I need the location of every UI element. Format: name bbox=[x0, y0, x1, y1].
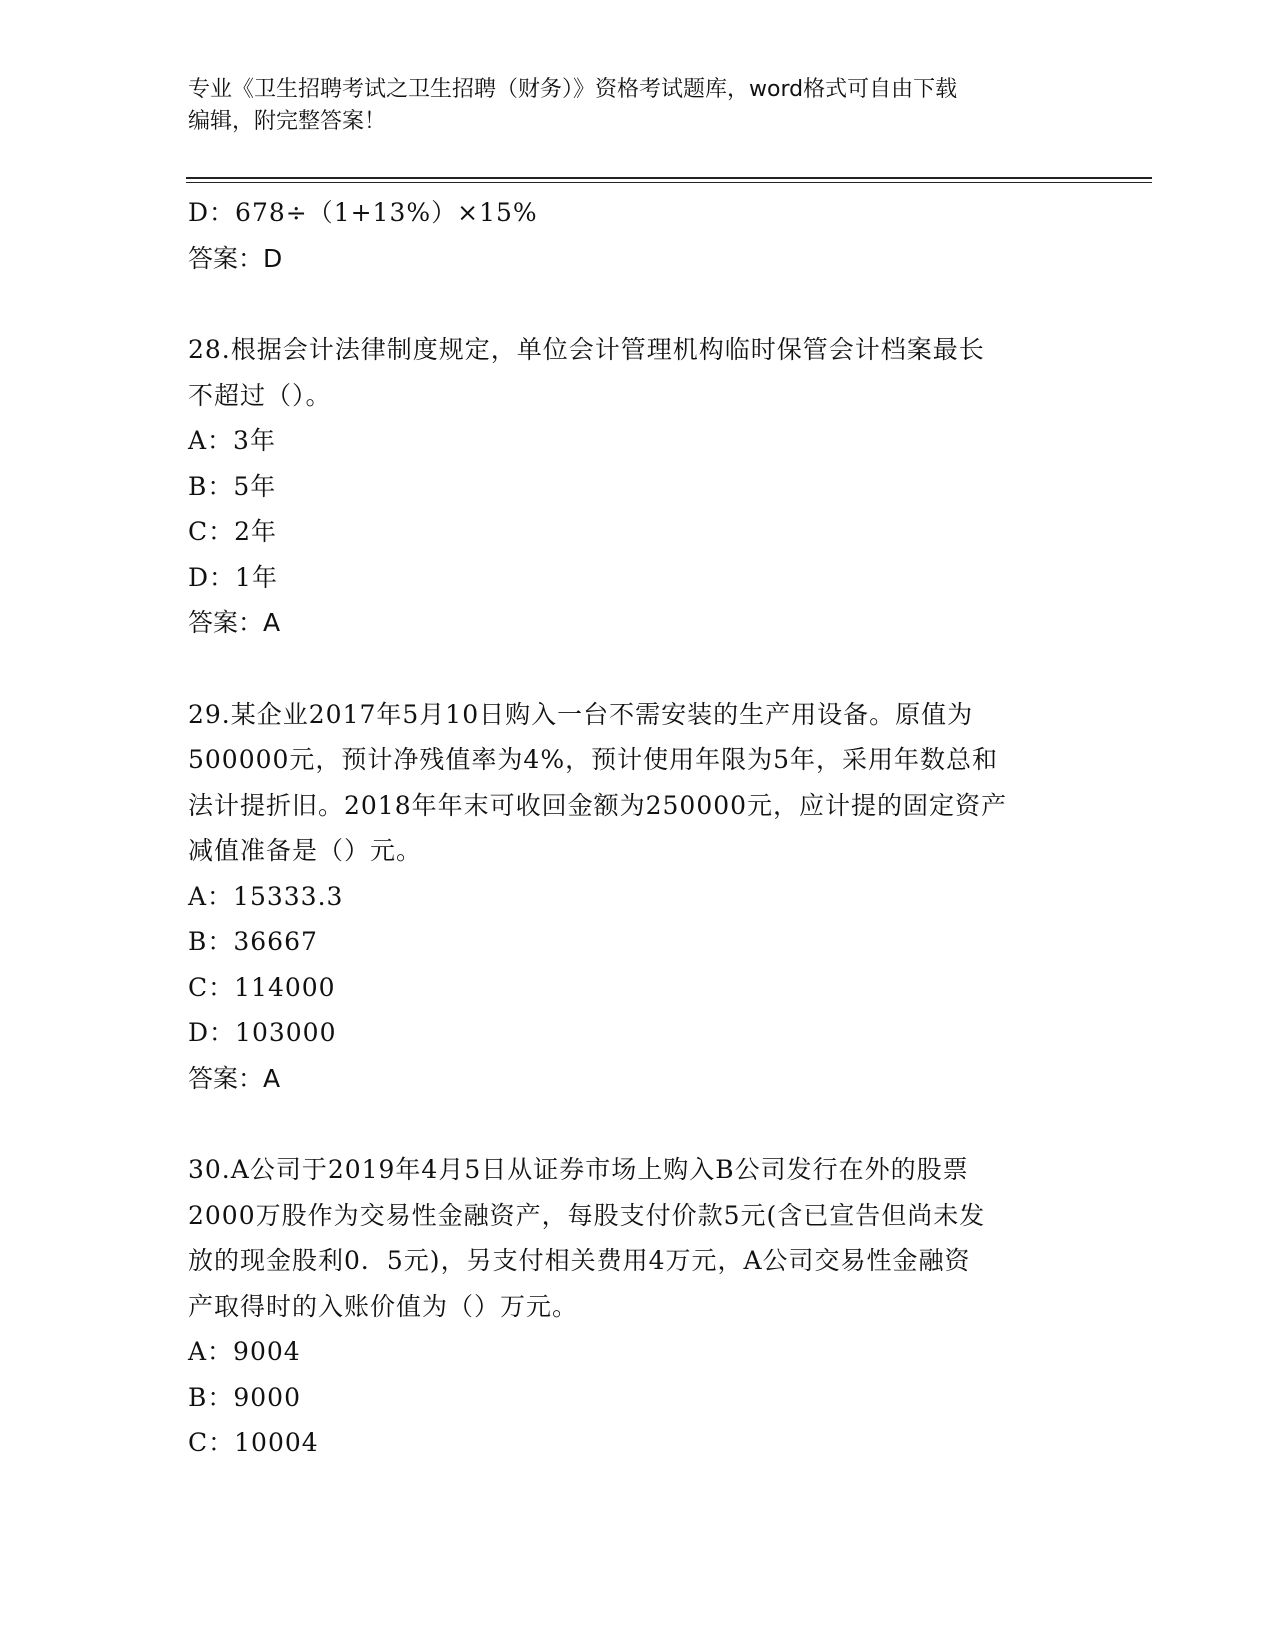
option-a: A：3年 bbox=[188, 426, 276, 455]
option-a: A：9004 bbox=[188, 1337, 301, 1366]
question-stem: 不超过（）。 bbox=[188, 380, 332, 410]
question-stem: 2000万股作为交易性金融资产，每股支付价款5元(含已宣告但尚未发 bbox=[188, 1200, 986, 1230]
question-stem: 30.A公司于2019年4月5日从证券市场上购入B公司发行在外的股票 bbox=[188, 1155, 969, 1184]
question-stem: 放的现金股利0．5元)，另支付相关费用4万元，A公司交易性金融资 bbox=[188, 1246, 971, 1275]
question-29 bbox=[188, 692, 1088, 1102]
option-d: D：678÷（1+13%）×15% bbox=[188, 198, 538, 227]
question-list bbox=[188, 190, 1088, 1466]
answer: 答案：D bbox=[188, 243, 283, 273]
question-stem: 500000元，预计净残值率为4%，预计使用年限为5年，采用年数总和 bbox=[188, 745, 999, 774]
header-line-1: 专业《卫生招聘考试之卫生招聘（财务）》资格考试题库，word格式可自由下载 bbox=[188, 77, 958, 102]
answer: 答案：A bbox=[188, 608, 281, 637]
question-stem: 减值准备是（）元。 bbox=[188, 836, 423, 865]
question-30 bbox=[188, 1147, 1088, 1466]
header-divider-thin bbox=[186, 182, 1152, 183]
spacer bbox=[188, 646, 1088, 692]
question-stem: 29.某企业2017年5月10日购入一台不需安装的生产用设备。原值为 bbox=[188, 699, 974, 729]
question-stem: 法计提折旧。2018年年末可收回金额为250000元，应计提的固定资产 bbox=[188, 790, 1008, 820]
document-header bbox=[188, 74, 1088, 138]
option-c: C：2年 bbox=[188, 517, 278, 546]
option-b: B：36667 bbox=[188, 927, 318, 956]
option-a: A：15333.3 bbox=[188, 881, 344, 911]
option-d: D：1年 bbox=[188, 562, 278, 592]
answer: 答案：A bbox=[188, 1063, 281, 1093]
header-line-2: 编辑，附完整答案！ bbox=[188, 109, 387, 134]
option-d: D：103000 bbox=[188, 1018, 337, 1047]
option-c: C：10004 bbox=[188, 1428, 319, 1457]
option-b: B：5年 bbox=[188, 471, 277, 501]
spacer bbox=[188, 1101, 1088, 1147]
question-stem: 28.根据会计法律制度规定，单位会计管理机构临时保管会计档案最长 bbox=[188, 335, 985, 364]
spacer bbox=[188, 281, 1088, 327]
question-28 bbox=[188, 327, 1088, 646]
header-divider bbox=[186, 177, 1152, 179]
question-27 bbox=[188, 190, 1088, 281]
option-b: B：9000 bbox=[188, 1382, 301, 1412]
question-stem: 产取得时的入账价值为（）万元。 bbox=[188, 1291, 579, 1321]
option-c: C：114000 bbox=[188, 972, 336, 1002]
